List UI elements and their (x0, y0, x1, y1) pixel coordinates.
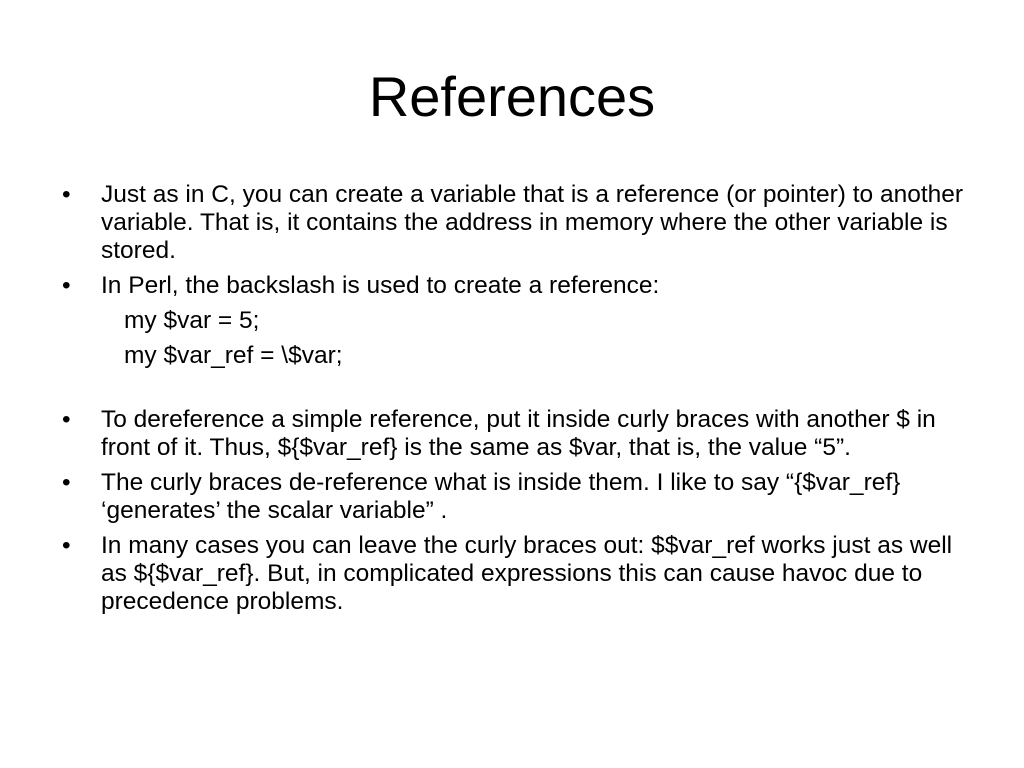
bullet-item (62, 469, 982, 525)
code-line: my $var = 5; (124, 307, 260, 334)
bullet-dot-icon: • (62, 272, 71, 299)
bullet-text: The curly braces de-reference what is inside them. I like to say “{$var_ref} ‘generates’ the scalar variable” . (101, 469, 901, 524)
code-line: my $var_ref = \$var; (124, 342, 343, 369)
bullet-text: In many cases you can leave the curly braces out: $$var_ref works just as well as ${$var_ref}. But, in complicated expressions this can cause havoc due to precedence problems. (101, 532, 953, 615)
bullet-dot-icon: • (62, 181, 71, 208)
bullet-item (62, 406, 982, 462)
slide-title: References (368, 65, 656, 128)
bullet-dot-icon: • (62, 469, 71, 496)
bullet-text: To dereference a simple reference, put it inside curly braces with another $ in front of it. Thus, ${$var_ref} is the same as $var, that is, the value “5”. (101, 406, 936, 461)
bullet-item (62, 181, 982, 265)
bullet-text: Just as in C, you can create a variable that is a reference (or pointer) to another variable. That is, it contains the address in memory where the other variable is stored. (101, 181, 964, 264)
bullet-dot-icon: • (62, 532, 71, 559)
bullet-dot-icon: • (62, 406, 71, 433)
spacer (62, 377, 982, 406)
bullet-item (62, 272, 982, 300)
bullet-text: In Perl, the backslash is used to create a reference: (101, 272, 660, 299)
slide-body (62, 181, 982, 623)
bullet-item (62, 532, 982, 616)
